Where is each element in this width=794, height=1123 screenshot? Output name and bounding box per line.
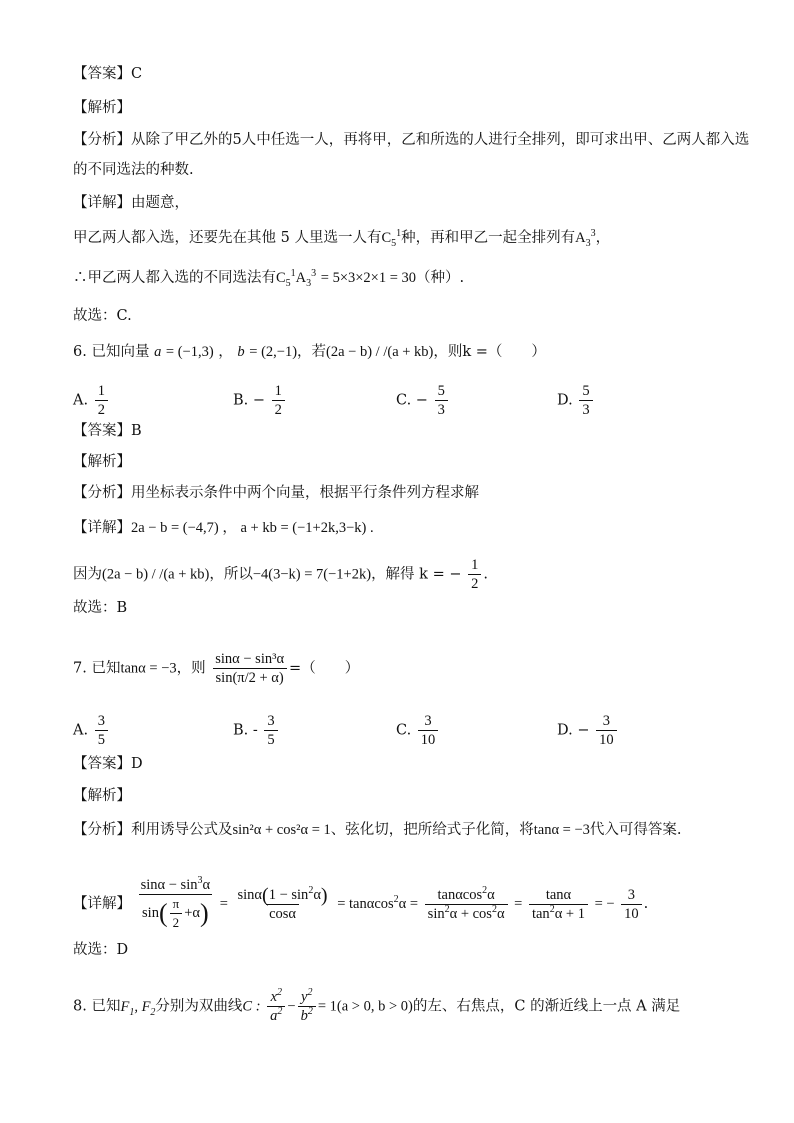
q7-detail: 【详解】 $\sin\alpha - \sin^3\alpha$ sin( $\frac{\pi}{2}$ +α) = $\frac{\sin\alpha(1 - \sin^2\alpha)}{\cos\alpha}$ = tanαcos$^2$α = $\frac{\tan\alpha\cos^2\alpha}{\sin^2\alpha + \cos^2\alpha}$ = $\frac{\tan\alpha}{\tan^2\alpha + 1}$ = − $\frac{3}{10}$ .	[73, 875, 649, 930]
q6-because: 因为(2a − b) / /(a + kb)，所以−4(3−k) = 7(−1+2k)，解得 k = − $\frac{1}{2}$ .	[73, 557, 488, 592]
q6-stem: 6. 已知向量 a = (−1,3) ， b = (2,−1)，若(2a − b) / /(a + kb)，则k =（ ）	[73, 344, 546, 360]
q7-option-c: C. $\frac{3}{10}$	[396, 712, 440, 749]
q5-choose: 故选：C.	[73, 308, 132, 324]
q7-answer: 【答案】D	[73, 756, 143, 772]
q6-choose: 故选：B	[73, 600, 128, 616]
q7-option-b: B. - $\frac{3}{5}$	[233, 712, 280, 749]
q5-detail: 【详解】由题意，	[73, 195, 189, 211]
q7-choose: 故选：D	[73, 942, 129, 958]
q6-fenxi: 【分析】用坐标表示条件中两个向量，根据平行条件列方程求解	[73, 485, 479, 501]
q6-analysis-label: 【解析】	[73, 454, 131, 470]
q5-answer: 【答案】C	[73, 66, 143, 82]
q7-fenxi: 【分析】利用诱导公式及sin²α + cos²α = 1、弦化切，把所给式子化简，将tanα = −3代入可得答案.	[73, 822, 682, 838]
q6-option-b: B. − $\frac{1}{2}$	[233, 382, 287, 419]
q5-fenxi-line1: 【分析】从除了甲乙外的5人中任选一人，再将甲，乙和所选的人进行全排列，即可求出甲、乙两人都入选	[73, 132, 750, 148]
q7-stem: 7. 已知tanα = −3，则 $\frac{\text{sinα − sin³α}}{\sin(\pi/2 + \alpha)}$ =（ ）	[73, 651, 360, 686]
q5-line-b: ∴甲乙两人都入选的不同选法有$C_5^1A_3^3 = 5\times 3\times 2\times 1 = 30$（种）.	[73, 268, 465, 289]
q6-option-a: A. $\frac{1}{2}$	[73, 382, 110, 419]
q6-option-c: C. − $\frac{5}{3}$	[396, 382, 450, 419]
q5-fenxi-line2: 的不同选法的种数.	[73, 162, 194, 178]
q5-analysis-label: 【解析】	[73, 100, 131, 116]
q7-option-a: A. $\frac{3}{5}$	[73, 712, 110, 749]
q7-analysis-label: 【解析】	[73, 788, 131, 804]
q8-stem: 8. 已知$F_1$, $F_2$分别为双曲线C : $\frac{x^2}{a^2}$ − $\frac{y^2}{b^2}$ = 1(a > 0, b > 0)的左、右焦点，C 的渐近线上一点 A 满足	[73, 987, 681, 1024]
q6-option-d: D. $\frac{5}{3}$	[557, 382, 595, 419]
q6-answer: 【答案】B	[73, 423, 142, 439]
q6-detail: 【详解】2a − b = (−4,7) ， a + kb = (−1+2k,3−k) .	[73, 520, 374, 536]
q7-option-d: D. − $\frac{3}{10}$	[557, 712, 619, 749]
q5-line-a: 甲乙两人都入选，还要先在其他 5 人里选一人有$C_5^1$种，再和甲乙一起全排列有$A_3^3$，	[73, 228, 611, 249]
